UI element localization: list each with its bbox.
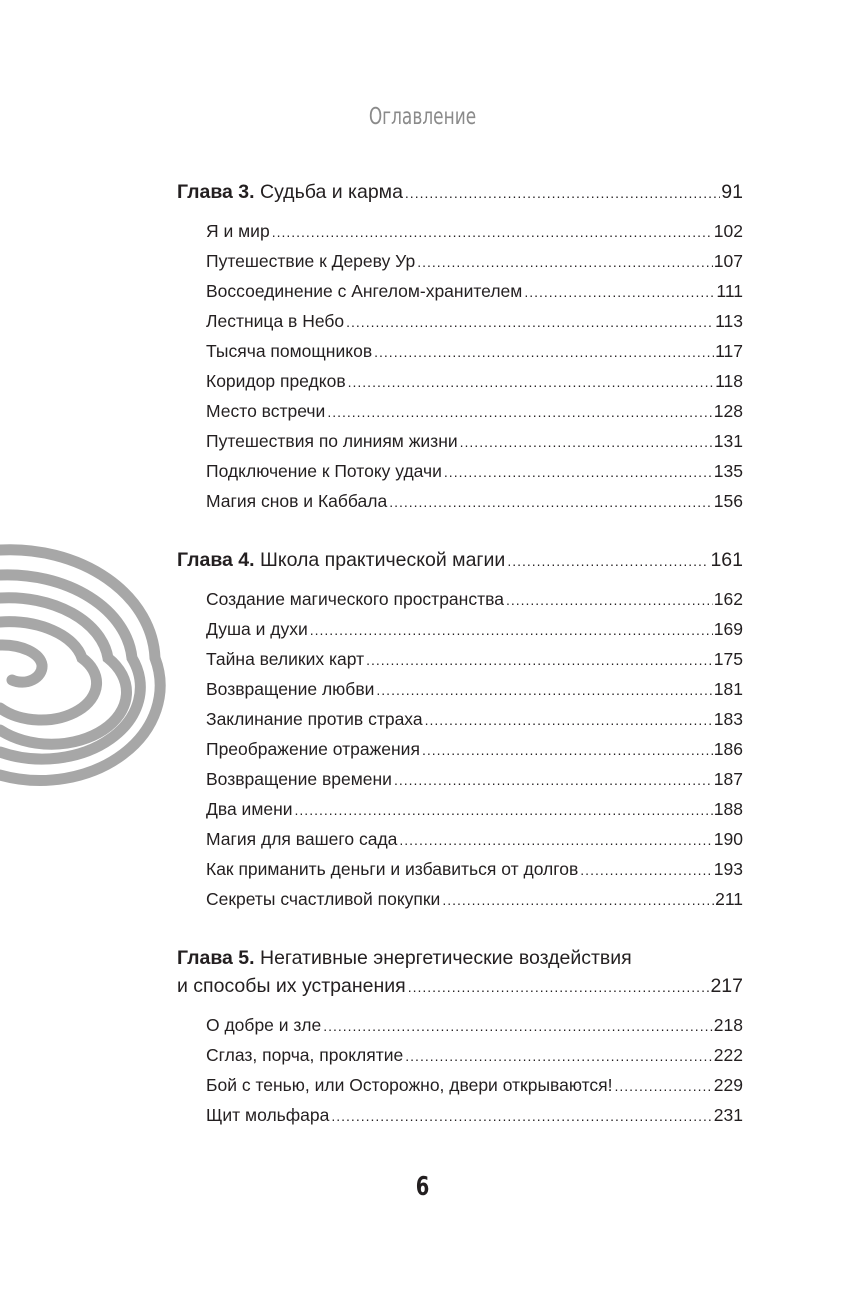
entry-title: Сглаз, порча, проклятие: [206, 1045, 404, 1065]
entry-title: Возвращение любви: [206, 679, 375, 699]
dot-leader: [408, 973, 710, 1001]
entry-title: Магия снов и Каббала: [206, 491, 388, 511]
chapter-3: [177, 178, 743, 516]
entry-page: 229: [713, 1075, 743, 1095]
entry-page: 181: [713, 679, 743, 699]
entry-title: Тысяча помощников: [206, 341, 373, 361]
entry-title: Место встречи: [206, 401, 326, 421]
entry-page: 131: [713, 431, 743, 451]
entry-page: 107: [713, 251, 743, 271]
toc-entry[interactable]: [206, 824, 743, 854]
toc-entry[interactable]: [206, 246, 743, 276]
dot-leader: [444, 457, 713, 487]
spiral-ornament-icon: [0, 540, 170, 790]
entry-title: Щит мольфара: [206, 1105, 330, 1125]
toc-entry[interactable]: [206, 396, 743, 426]
toc-entry[interactable]: [206, 614, 743, 644]
entry-title: Подключение к Потоку удачи: [206, 461, 442, 481]
entry-page: 118: [715, 371, 743, 391]
toc-entry[interactable]: [206, 306, 743, 336]
entry-page: 128: [713, 401, 743, 421]
toc-title: Оглавление: [368, 104, 477, 130]
chapter-page: 217: [710, 975, 743, 997]
toc-entry[interactable]: [206, 764, 743, 794]
entry-title: Преображение отражения: [206, 739, 420, 759]
entry-page: 193: [713, 859, 743, 879]
chapter-page: 91: [721, 181, 743, 203]
dot-leader: [376, 675, 712, 705]
toc-entry[interactable]: [206, 854, 743, 884]
entry-title: Секреты счастливой покупки: [206, 889, 441, 909]
toc-entry[interactable]: [206, 216, 743, 246]
entry-title: Бой с тенью, или Осторожно, двери открываются!: [206, 1075, 613, 1095]
chapter-title-text: Судьба и карма: [260, 181, 403, 203]
entry-title: О добре и зле: [206, 1015, 322, 1035]
toc-entry[interactable]: [206, 426, 743, 456]
chapter-entries: [177, 1010, 743, 1130]
dot-leader: [331, 1101, 712, 1131]
toc-entry[interactable]: [206, 336, 743, 366]
entry-page: 113: [715, 311, 743, 331]
dot-leader: [310, 615, 713, 645]
toc-entry[interactable]: [206, 1070, 743, 1100]
page-number: 6: [415, 1172, 430, 1202]
entry-page: 187: [713, 769, 743, 789]
entry-title: Как приманить деньги и избавиться от долгов: [206, 859, 579, 879]
dot-leader: [405, 179, 720, 207]
chapter-entries: [177, 216, 743, 516]
toc-entry[interactable]: [206, 734, 743, 764]
dot-leader: [442, 885, 714, 915]
entry-page: 186: [713, 739, 743, 759]
toc-entry[interactable]: [206, 1040, 743, 1070]
toc-entry[interactable]: [206, 486, 743, 516]
chapter-label: Глава 5.: [177, 947, 255, 969]
entry-title: Создание магического пространства: [206, 589, 504, 609]
chapter-label: Глава 4.: [177, 549, 255, 571]
chapter-heading-row[interactable]: [177, 972, 743, 1000]
dot-leader: [405, 1041, 713, 1071]
chapter-heading-row[interactable]: [177, 178, 743, 206]
entry-page: 156: [713, 491, 743, 511]
dot-leader: [374, 337, 714, 367]
toc-entry[interactable]: [206, 704, 743, 734]
dot-leader: [346, 307, 714, 337]
dot-leader: [615, 1071, 713, 1101]
entry-title: Путешествие к Дереву Ур: [206, 251, 416, 271]
chapter-title-text: Негативные энергетические воздействия: [260, 947, 632, 969]
toc-entry[interactable]: [206, 366, 743, 396]
entry-title: Я и мир: [206, 221, 270, 241]
entry-page: 175: [713, 649, 743, 669]
entry-page: 222: [713, 1045, 743, 1065]
entry-title: Заклинание против страха: [206, 709, 423, 729]
chapter-heading-row[interactable]: [177, 546, 743, 574]
dot-leader: [460, 427, 713, 457]
dot-leader: [425, 705, 713, 735]
chapter-5: [177, 944, 743, 1130]
dot-leader: [524, 277, 715, 307]
dot-leader: [272, 217, 713, 247]
entry-page: 183: [713, 709, 743, 729]
entry-title: Коридор предков: [206, 371, 346, 391]
chapter-title: [177, 546, 505, 574]
toc-entry[interactable]: [206, 1100, 743, 1130]
entry-page: 231: [713, 1105, 743, 1125]
dot-leader: [422, 735, 713, 765]
dot-leader: [389, 487, 713, 517]
spiral-path: [0, 550, 160, 781]
chapter-label: Глава 3.: [177, 181, 255, 203]
entry-title: Путешествия по линиям жизни: [206, 431, 458, 451]
dot-leader: [327, 397, 712, 427]
toc-entry[interactable]: [206, 276, 743, 306]
toc-entry[interactable]: [206, 1010, 743, 1040]
chapter-page: 161: [710, 549, 743, 571]
dot-leader: [366, 645, 713, 675]
dot-leader: [580, 855, 713, 885]
entry-page: 102: [713, 221, 743, 241]
toc-entry[interactable]: [206, 584, 743, 614]
entry-title: Тайна великих карт: [206, 649, 365, 669]
entry-page: 188: [713, 799, 743, 819]
dot-leader: [417, 247, 713, 277]
entry-title: Возвращение времени: [206, 769, 392, 789]
toc-entry[interactable]: [206, 644, 743, 674]
toc-entry[interactable]: [206, 794, 743, 824]
dot-leader: [394, 765, 713, 795]
dot-leader: [348, 367, 714, 397]
entry-title: Магия для вашего сада: [206, 829, 398, 849]
entry-page: 162: [713, 589, 743, 609]
dot-leader: [323, 1011, 713, 1041]
entry-page: 190: [713, 829, 743, 849]
chapter-heading-line-1[interactable]: [177, 944, 743, 972]
dot-leader: [399, 825, 712, 855]
dot-leader: [507, 547, 709, 575]
entry-title: Воссоединение с Ангелом-хранителем: [206, 281, 523, 301]
toc-entry[interactable]: [206, 456, 743, 486]
entry-title: Душа и духи: [206, 619, 308, 639]
toc-entry[interactable]: [206, 884, 743, 914]
chapter-entries: [177, 584, 743, 914]
entry-page: 211: [715, 889, 743, 909]
entry-page: 135: [713, 461, 743, 481]
entry-page: 169: [713, 619, 743, 639]
entry-title: Лестница в Небо: [206, 311, 345, 331]
dot-leader: [506, 585, 713, 615]
chapter-title: [177, 178, 403, 206]
entry-page: 218: [713, 1015, 743, 1035]
entry-page: 117: [715, 341, 743, 361]
toc-entry[interactable]: [206, 674, 743, 704]
chapter-title-text: Школа практической магии: [260, 549, 506, 571]
chapter-title-line-2: и способы их устранения: [177, 975, 406, 997]
dot-leader: [295, 795, 713, 825]
entry-page: 111: [716, 281, 743, 301]
entry-title: Два имени: [206, 799, 293, 819]
chapter-4: [177, 546, 743, 914]
